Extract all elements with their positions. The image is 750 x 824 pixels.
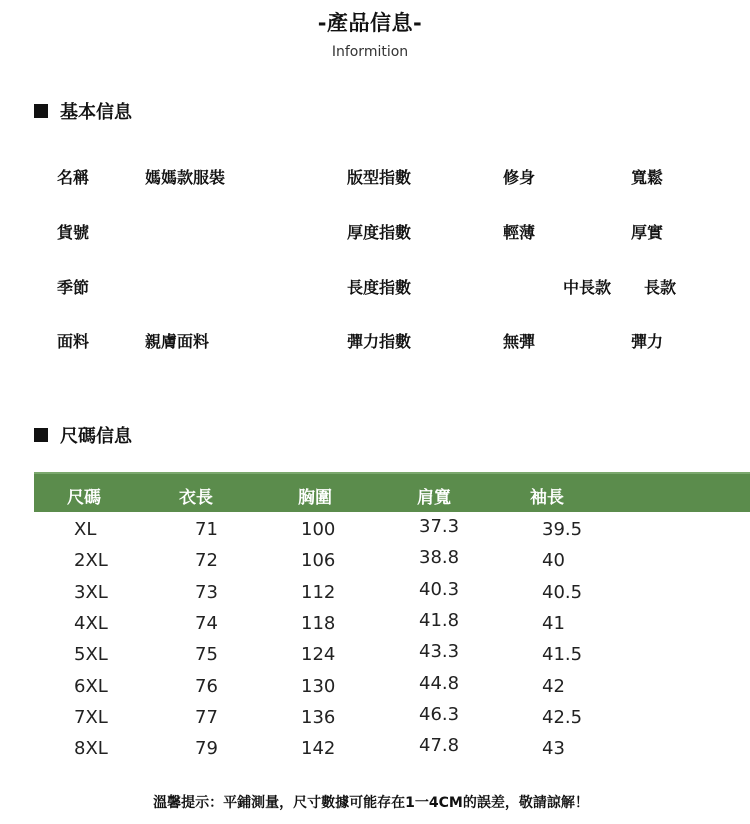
length-column-header: 衣長	[179, 488, 213, 508]
basic-info-row	[0, 276, 750, 300]
length-cell: 75	[195, 644, 218, 665]
basic-info-heading	[34, 100, 132, 122]
index-option-low: 修身	[503, 168, 536, 187]
info-label: 面料	[57, 332, 90, 351]
size-column-header: 尺碼	[67, 488, 101, 508]
chest-cell: 118	[301, 613, 336, 634]
table-row	[0, 673, 750, 701]
sleeve-cell: 39.5	[542, 519, 583, 540]
info-value: 親膚面料	[145, 332, 210, 351]
shoulder-cell: 38.8	[419, 547, 460, 568]
length-cell: 73	[195, 582, 218, 603]
shoulder-cell: 46.3	[419, 704, 460, 725]
chest-cell: 112	[301, 582, 336, 603]
table-row	[0, 704, 750, 732]
size-cell: 3XL	[74, 582, 108, 603]
square-bullet-icon	[34, 104, 48, 118]
shoulder-cell: 43.3	[419, 641, 460, 662]
sleeve-cell: 43	[542, 738, 565, 759]
size-table-header	[34, 472, 750, 512]
length-cell: 71	[195, 519, 218, 540]
page-subtitle: Informition	[331, 44, 409, 60]
index-label: 版型指數	[347, 168, 412, 187]
square-bullet-icon	[34, 428, 48, 442]
chest-cell: 124	[301, 644, 336, 665]
size-info-heading	[34, 424, 132, 446]
length-cell: 76	[195, 676, 218, 697]
table-row	[0, 516, 750, 544]
basic-info-heading-label: 基本信息	[60, 102, 132, 123]
size-cell: 2XL	[74, 550, 108, 571]
index-option-high: 厚實	[631, 223, 664, 242]
chest-cell: 142	[301, 738, 336, 759]
shoulder-cell: 41.8	[419, 610, 460, 631]
info-label: 季節	[57, 278, 90, 297]
table-row	[0, 735, 750, 763]
index-option-high: 寬鬆	[631, 168, 664, 187]
size-cell: 8XL	[74, 738, 108, 759]
size-cell: 7XL	[74, 707, 108, 728]
page-title: -產品信息-	[317, 11, 423, 35]
index-label: 長度指數	[347, 278, 412, 297]
info-label: 名稱	[57, 168, 90, 187]
sleeve-cell: 40.5	[542, 582, 583, 603]
shoulder-cell: 44.8	[419, 673, 460, 694]
length-cell: 74	[195, 613, 218, 634]
info-value: 媽媽款服裝	[145, 168, 226, 187]
size-cell: 6XL	[74, 676, 108, 697]
chest-cell: 136	[301, 707, 336, 728]
shoulder-cell: 47.8	[419, 735, 460, 756]
table-row	[0, 610, 750, 638]
index-option-low: 無彈	[503, 332, 536, 351]
shoulder-cell: 40.3	[419, 579, 460, 600]
length-cell: 77	[195, 707, 218, 728]
table-row	[0, 641, 750, 669]
chest-cell: 106	[301, 550, 336, 571]
sleeve-cell: 41	[542, 613, 565, 634]
chest-column-header: 胸圍	[298, 488, 332, 508]
length-cell: 79	[195, 738, 218, 759]
sleeve-cell: 41.5	[542, 644, 583, 665]
index-label: 彈力指數	[347, 332, 412, 351]
length-cell: 72	[195, 550, 218, 571]
size-info-heading-label: 尺碼信息	[60, 426, 132, 447]
index-option-high: 長款	[644, 278, 677, 297]
basic-info-row	[0, 221, 750, 245]
shoulder-column-header: 肩寬	[417, 488, 451, 508]
table-row	[0, 579, 750, 607]
measurement-note: 溫馨提示：平鋪測量，尺寸數據可能存在1一4CM的誤差，敬請諒解！	[153, 795, 589, 811]
index-option-low: 輕薄	[503, 223, 536, 242]
sleeve-cell: 40	[542, 550, 565, 571]
shoulder-cell: 37.3	[419, 516, 460, 537]
basic-info-row	[0, 166, 750, 190]
sleeve-cell: 42.5	[542, 707, 583, 728]
index-option-low: 中長款	[563, 278, 612, 297]
table-row	[0, 547, 750, 575]
basic-info-row	[0, 330, 750, 354]
size-cell: XL	[74, 519, 97, 540]
chest-cell: 130	[301, 676, 336, 697]
size-cell: 4XL	[74, 613, 108, 634]
sleeve-column-header: 袖長	[530, 488, 564, 508]
info-label: 貨號	[57, 223, 90, 242]
sleeve-cell: 42	[542, 676, 565, 697]
index-option-high: 彈力	[631, 332, 664, 351]
chest-cell: 100	[301, 519, 336, 540]
index-label: 厚度指數	[347, 223, 412, 242]
size-cell: 5XL	[74, 644, 108, 665]
